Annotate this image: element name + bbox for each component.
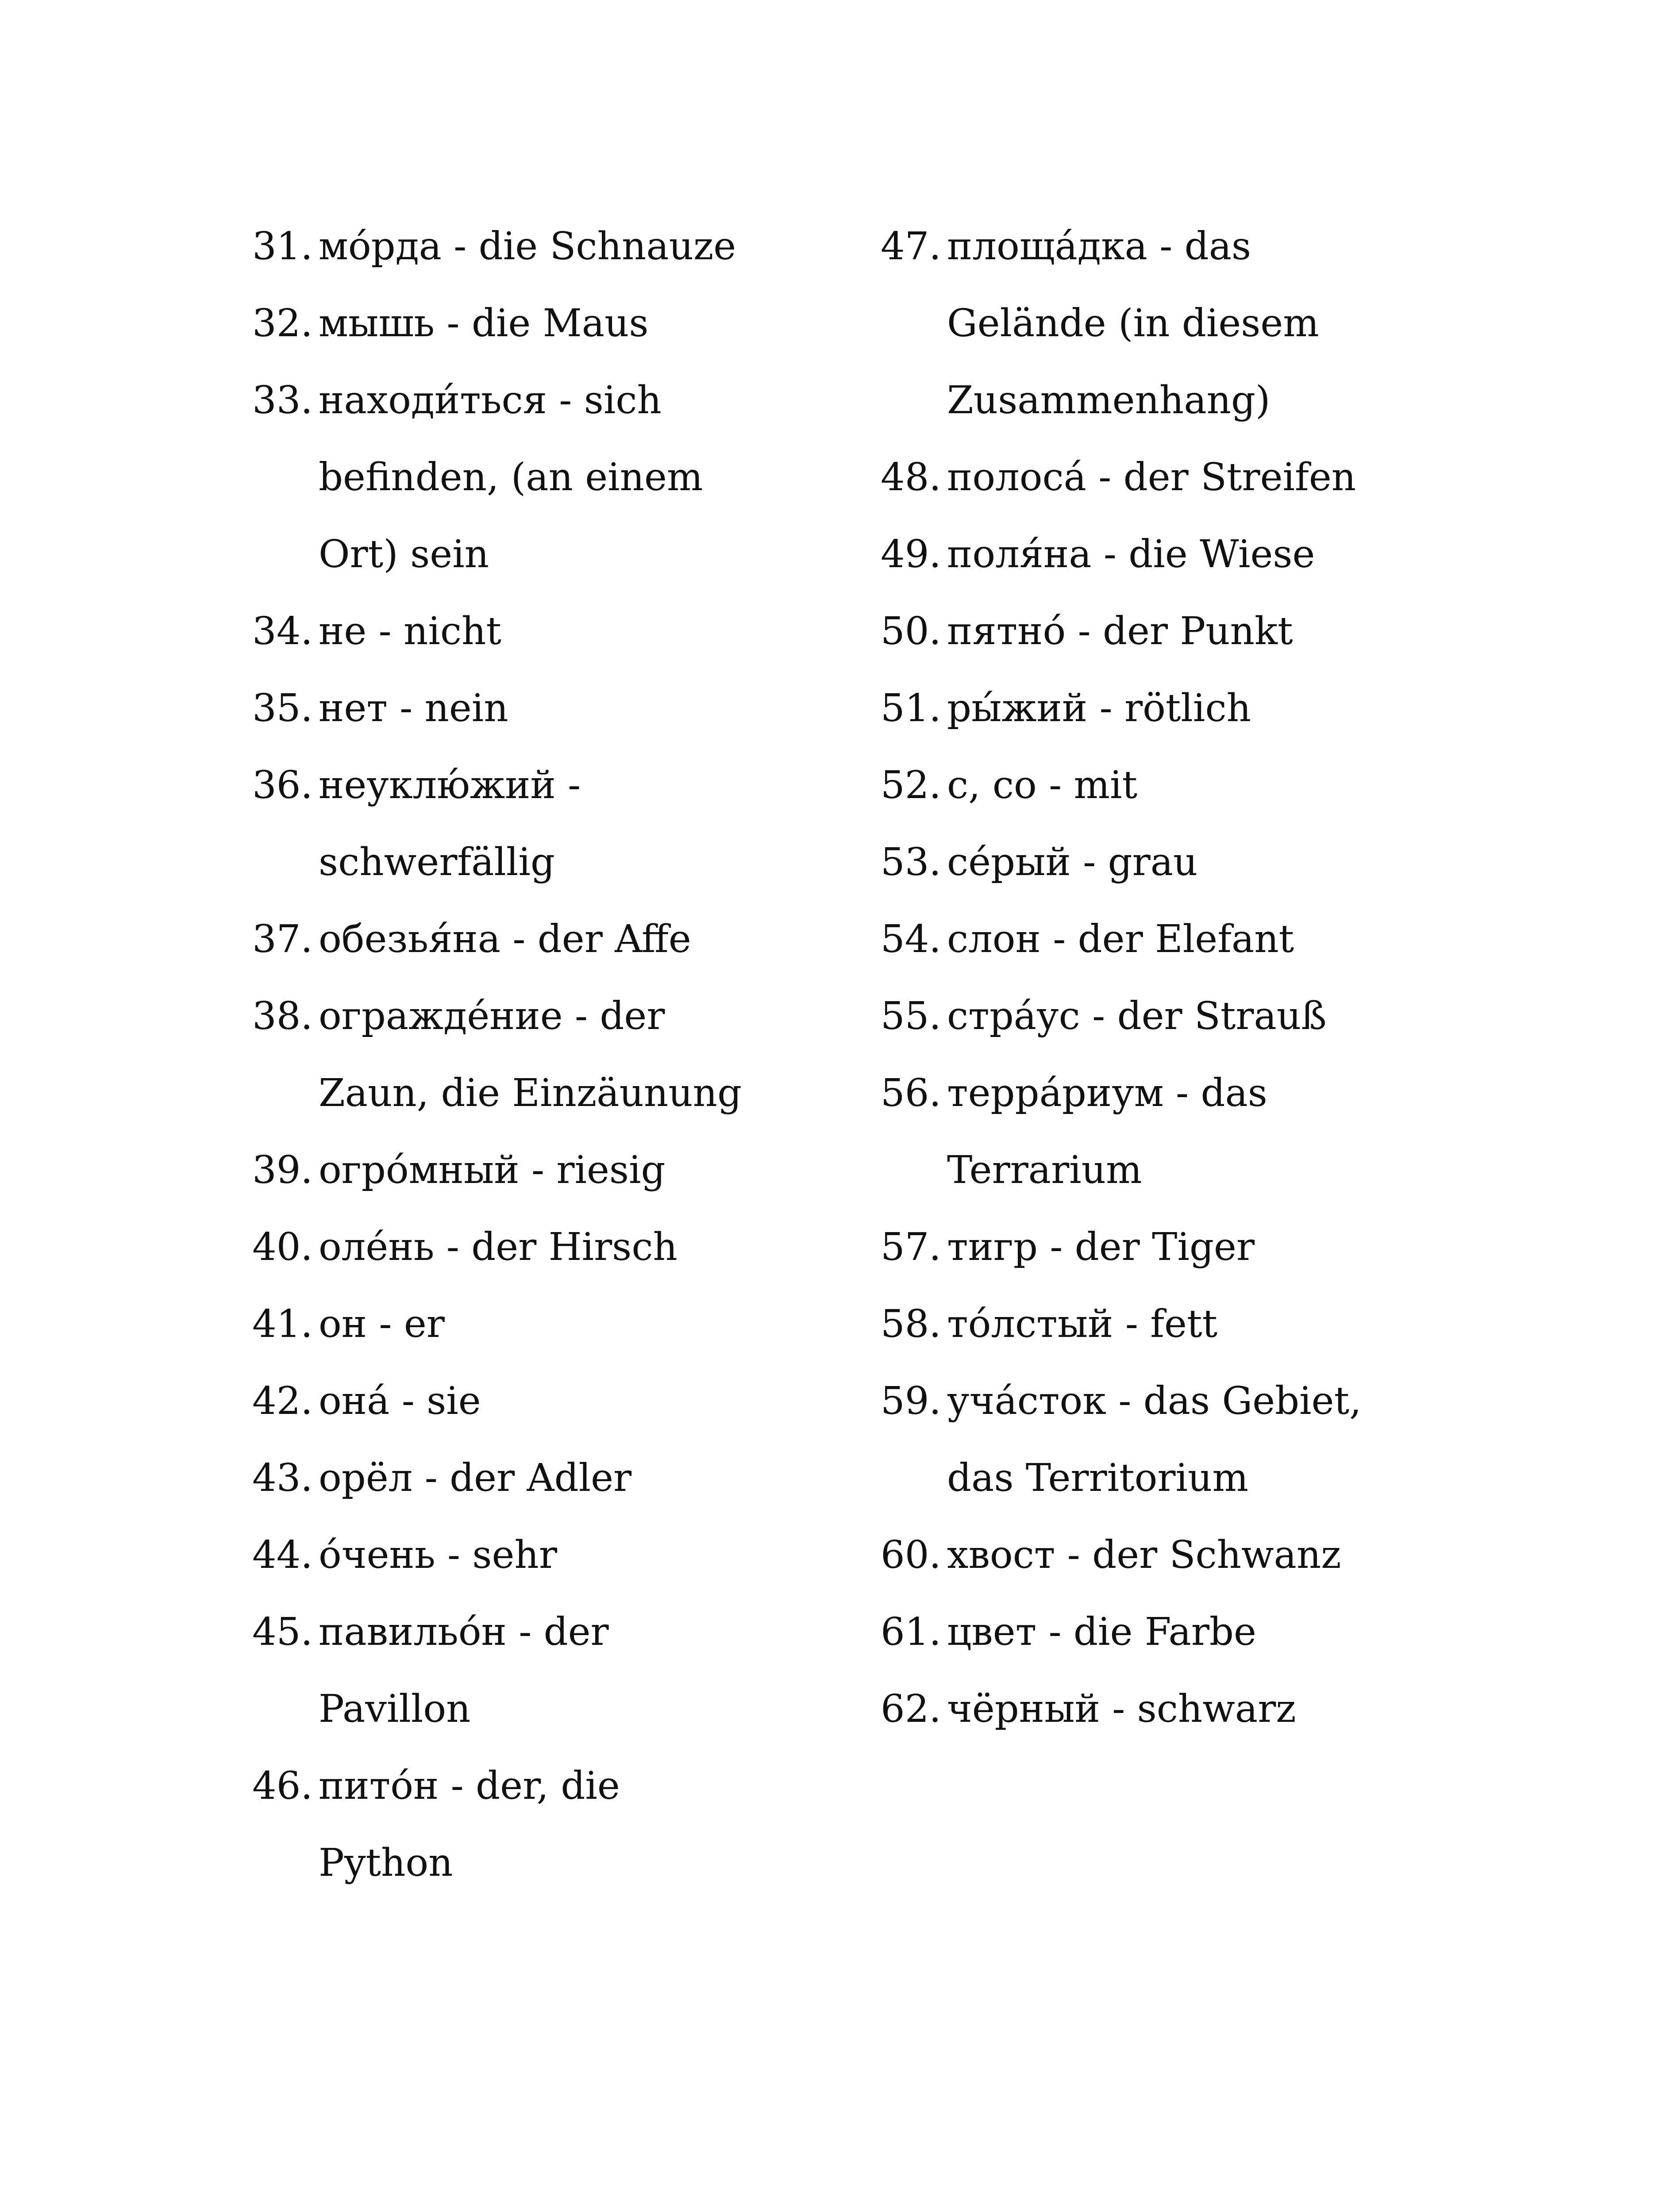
vocabulary-entry bbox=[881, 1055, 1500, 1209]
vocabulary-entry bbox=[252, 901, 881, 978]
entry-number: 62. bbox=[881, 1687, 941, 1731]
vocabulary-entry bbox=[881, 978, 1500, 1055]
entry-text: мо́рда - die Schnauze bbox=[319, 224, 736, 269]
entry-number: 56. bbox=[881, 1071, 941, 1115]
entry-number: 58. bbox=[881, 1302, 941, 1346]
vocabulary-entry bbox=[881, 1286, 1500, 1363]
entry-text: стра́ус - der Strauß bbox=[947, 994, 1327, 1038]
entry-text: пито́н - der, die Python bbox=[319, 1764, 620, 1885]
entry-number: 48. bbox=[881, 455, 941, 499]
vocabulary-entry bbox=[881, 901, 1500, 978]
entry-number: 50. bbox=[881, 609, 941, 653]
entry-text: нет - nein bbox=[319, 686, 508, 730]
vocabulary-entry bbox=[881, 824, 1500, 901]
vocabulary-entry bbox=[881, 1209, 1500, 1286]
entry-number: 54. bbox=[881, 917, 941, 961]
vocabulary-entry bbox=[881, 747, 1500, 824]
vocabulary-entry bbox=[881, 208, 1500, 439]
entry-text: неуклю́жий - schwerfällig bbox=[319, 763, 581, 884]
vocabulary-entry bbox=[252, 1209, 881, 1286]
entry-number: 34. bbox=[252, 609, 313, 653]
vocabulary-entry bbox=[252, 1286, 881, 1363]
entry-text: пятно́ - der Punkt bbox=[947, 609, 1293, 653]
entry-text: се́рый - grau bbox=[947, 840, 1198, 884]
entry-text: то́лстый - fett bbox=[947, 1302, 1218, 1346]
entry-number: 32. bbox=[252, 301, 313, 346]
entry-number: 40. bbox=[252, 1225, 313, 1269]
entry-text: поля́на - die Wiese bbox=[947, 532, 1315, 576]
entry-text: огражде́ние - der Zaun, die Einzäunung bbox=[319, 994, 742, 1115]
entry-number: 36. bbox=[252, 763, 313, 807]
entry-text: с, со - mit bbox=[947, 763, 1138, 807]
vocabulary-entry bbox=[252, 1517, 881, 1594]
entry-number: 46. bbox=[252, 1764, 313, 1808]
vocabulary-entry bbox=[881, 1594, 1500, 1671]
entry-text: обезья́на - der Affe bbox=[319, 917, 691, 961]
vocabulary-entry bbox=[881, 516, 1500, 593]
entry-number: 53. bbox=[881, 840, 941, 884]
entry-number: 57. bbox=[881, 1225, 941, 1269]
entry-text: он - er bbox=[319, 1302, 445, 1346]
entry-number: 44. bbox=[252, 1533, 313, 1577]
entry-text: хвост - der Schwanz bbox=[947, 1533, 1341, 1577]
vocabulary-entry bbox=[252, 1747, 881, 1901]
entry-text: оле́нь - der Hirsch bbox=[319, 1225, 678, 1269]
entry-text: полоса́ - der Streifen bbox=[947, 455, 1356, 499]
entry-number: 51. bbox=[881, 686, 941, 730]
vocabulary-entry bbox=[252, 1363, 881, 1440]
entry-number: 47. bbox=[881, 224, 941, 269]
vocabulary-entry bbox=[881, 1671, 1500, 1747]
entry-number: 61. bbox=[881, 1610, 941, 1654]
entry-text: площа́дка - das Gelände (in diesem Zusammenhang) bbox=[947, 224, 1319, 422]
vocabulary-list-right bbox=[881, 208, 1500, 1747]
entry-text: о́чень - sehr bbox=[319, 1533, 557, 1577]
entry-number: 59. bbox=[881, 1379, 941, 1423]
entry-number: 49. bbox=[881, 532, 941, 576]
entry-text: орёл - der Adler bbox=[319, 1456, 632, 1500]
entry-text: слон - der Elefant bbox=[947, 917, 1294, 961]
entry-text: не - nicht bbox=[319, 609, 501, 653]
entry-number: 41. bbox=[252, 1302, 313, 1346]
vocabulary-entry bbox=[252, 747, 881, 901]
entry-text: павильо́н - der Pavillon bbox=[319, 1610, 609, 1731]
vocabulary-entry bbox=[881, 593, 1500, 670]
entry-number: 55. bbox=[881, 994, 941, 1038]
entry-number: 60. bbox=[881, 1533, 941, 1577]
vocabulary-entry bbox=[252, 208, 881, 285]
vocabulary-entry bbox=[252, 362, 881, 593]
entry-number: 35. bbox=[252, 686, 313, 730]
vocabulary-entry bbox=[252, 1132, 881, 1209]
entry-number: 45. bbox=[252, 1610, 313, 1654]
entry-text: огро́мный - riesig bbox=[319, 1148, 666, 1192]
entry-number: 39. bbox=[252, 1148, 313, 1192]
vocabulary-entry bbox=[881, 1363, 1500, 1517]
vocabulary-entry bbox=[252, 1594, 881, 1747]
entry-text: тигр - der Tiger bbox=[947, 1225, 1255, 1269]
entry-text: ры́жий - rötlich bbox=[947, 686, 1251, 730]
vocabulary-entry bbox=[252, 1440, 881, 1517]
entry-text: терра́риум - das Terrarium bbox=[947, 1071, 1267, 1192]
entry-number: 52. bbox=[881, 763, 941, 807]
entry-text: чёрный - schwarz bbox=[947, 1687, 1296, 1731]
entry-text: она́ - sie bbox=[319, 1379, 481, 1423]
entry-text: находи́ться - sich befinden, (an einem Ort) sein bbox=[319, 378, 703, 576]
entry-number: 43. bbox=[252, 1456, 313, 1500]
entry-text: цвет - die Farbe bbox=[947, 1610, 1256, 1654]
vocabulary-entry bbox=[252, 285, 881, 362]
vocabulary-entry bbox=[252, 593, 881, 670]
vocabulary-list-left bbox=[252, 208, 881, 1901]
entry-number: 31. bbox=[252, 224, 313, 269]
vocabulary-entry bbox=[881, 670, 1500, 747]
entry-number: 42. bbox=[252, 1379, 313, 1423]
vocabulary-entry bbox=[252, 978, 881, 1132]
vocabulary-entry bbox=[881, 1517, 1500, 1594]
entry-number: 33. bbox=[252, 378, 313, 422]
entry-number: 38. bbox=[252, 994, 313, 1038]
entry-text: уча́сток - das Gebiet, das Territorium bbox=[947, 1379, 1362, 1500]
vocabulary-entry bbox=[252, 670, 881, 747]
entry-number: 37. bbox=[252, 917, 313, 961]
vocabulary-entry bbox=[881, 439, 1500, 516]
entry-text: мышь - die Maus bbox=[319, 301, 649, 346]
